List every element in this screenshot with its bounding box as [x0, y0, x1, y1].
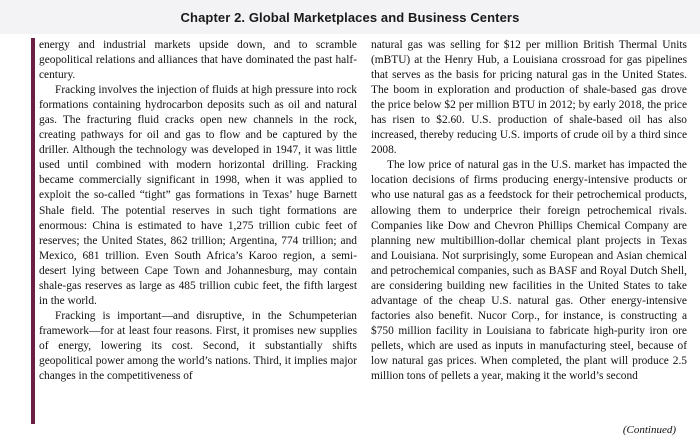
chapter-title: Chapter 2. Global Marketplaces and Business Centers	[180, 9, 520, 25]
paragraph: energy and industrial markets upside down, and to scramble geopolitical relations and alliances that have dominated the past half-century.	[39, 39, 357, 82]
paragraph: Fracking is important—and disruptive, in the Schumpeterian framework—for at least four reasons. First, it promises new supplies of energy, lowering its cost. Second, it substantially shifts geopolitical power among the world’s nations. Third, it implies major changes in the competitiveness of	[39, 309, 357, 383]
paragraph: natural gas was selling for $12 per million British Thermal Units (mBTU) at the Henry Hub, a Louisiana crossroad for gas pipelines that serves as the basis for pricing natural gas in the United States. The boom in exploration and production of shale-based gas drove the price below $2 per million BTU in 2012; by early 2018, the price has risen to $2.60. U.S. production of shale-based oil has also increased, thereby reducing U.S. imports of crude oil by a third since 2008.	[371, 39, 687, 157]
continued-label: (Continued)	[622, 424, 676, 436]
left-text-column	[39, 38, 357, 426]
paragraph: The low price of natural gas in the U.S. market has impacted the location decisions of firms producing energy-intensive products or who use natural gas as a feedstock for their petrochemical products, allowing them to underprice their foreign petrochemical rivals. Companies like Dow and Chevron Phillips Chemical Company are planning new multibillion-dollar chemical plant projects in Texas and Louisiana. Not surprisingly, some European and Asian chemical and petrochemical companies, such as BASF and Royal Dutch Shell, are considering building new facilities in the United States to take advantage of the cheap U.S. natural gas. Other energy-intensive factories also benefit. Nucor Corp., for instance, is constructing a $750 million facility in Louisiana to fabricate high-purity iron ore pellets, which are used as inputs in manufacturing steel, because of low natural gas prices. When completed, the plant will produce 2.5 million tons of pellets a year, making it the world’s second	[371, 159, 687, 383]
paragraph: Fracking involves the injection of fluids at high pressure into rock formations containing hydrocarbon deposits such as oil and natural gas. The fracturing fluid cracks open new channels in the rock, creating pathways for oil and gas to flow and be captured by the driller. Although the technology was developed in 1947, it was little used until combined with modern horizontal drilling. Fracking became commercially significant in 1998, when it was applied to exploit the so-called “tight” gas formations in Texas’ huge Barnett Shale field. The potential reserves in such tight formations are enormous: China is estimated to have 1,275 trillion cubic feet of reserves; the United States, 862 trillion; Argentina, 774 trillion; and Mexico, 681 trillion. Even South Africa’s Karoo region, a semi-desert lying between Cape Town and Johannesburg, may contain shale-gas reserves as large as 485 trillion cubic feet, the fifth largest in the world.	[39, 84, 357, 307]
chapter-header	[0, 0, 700, 34]
sidebar-accent-bar	[31, 38, 35, 424]
right-text-column	[371, 38, 687, 426]
